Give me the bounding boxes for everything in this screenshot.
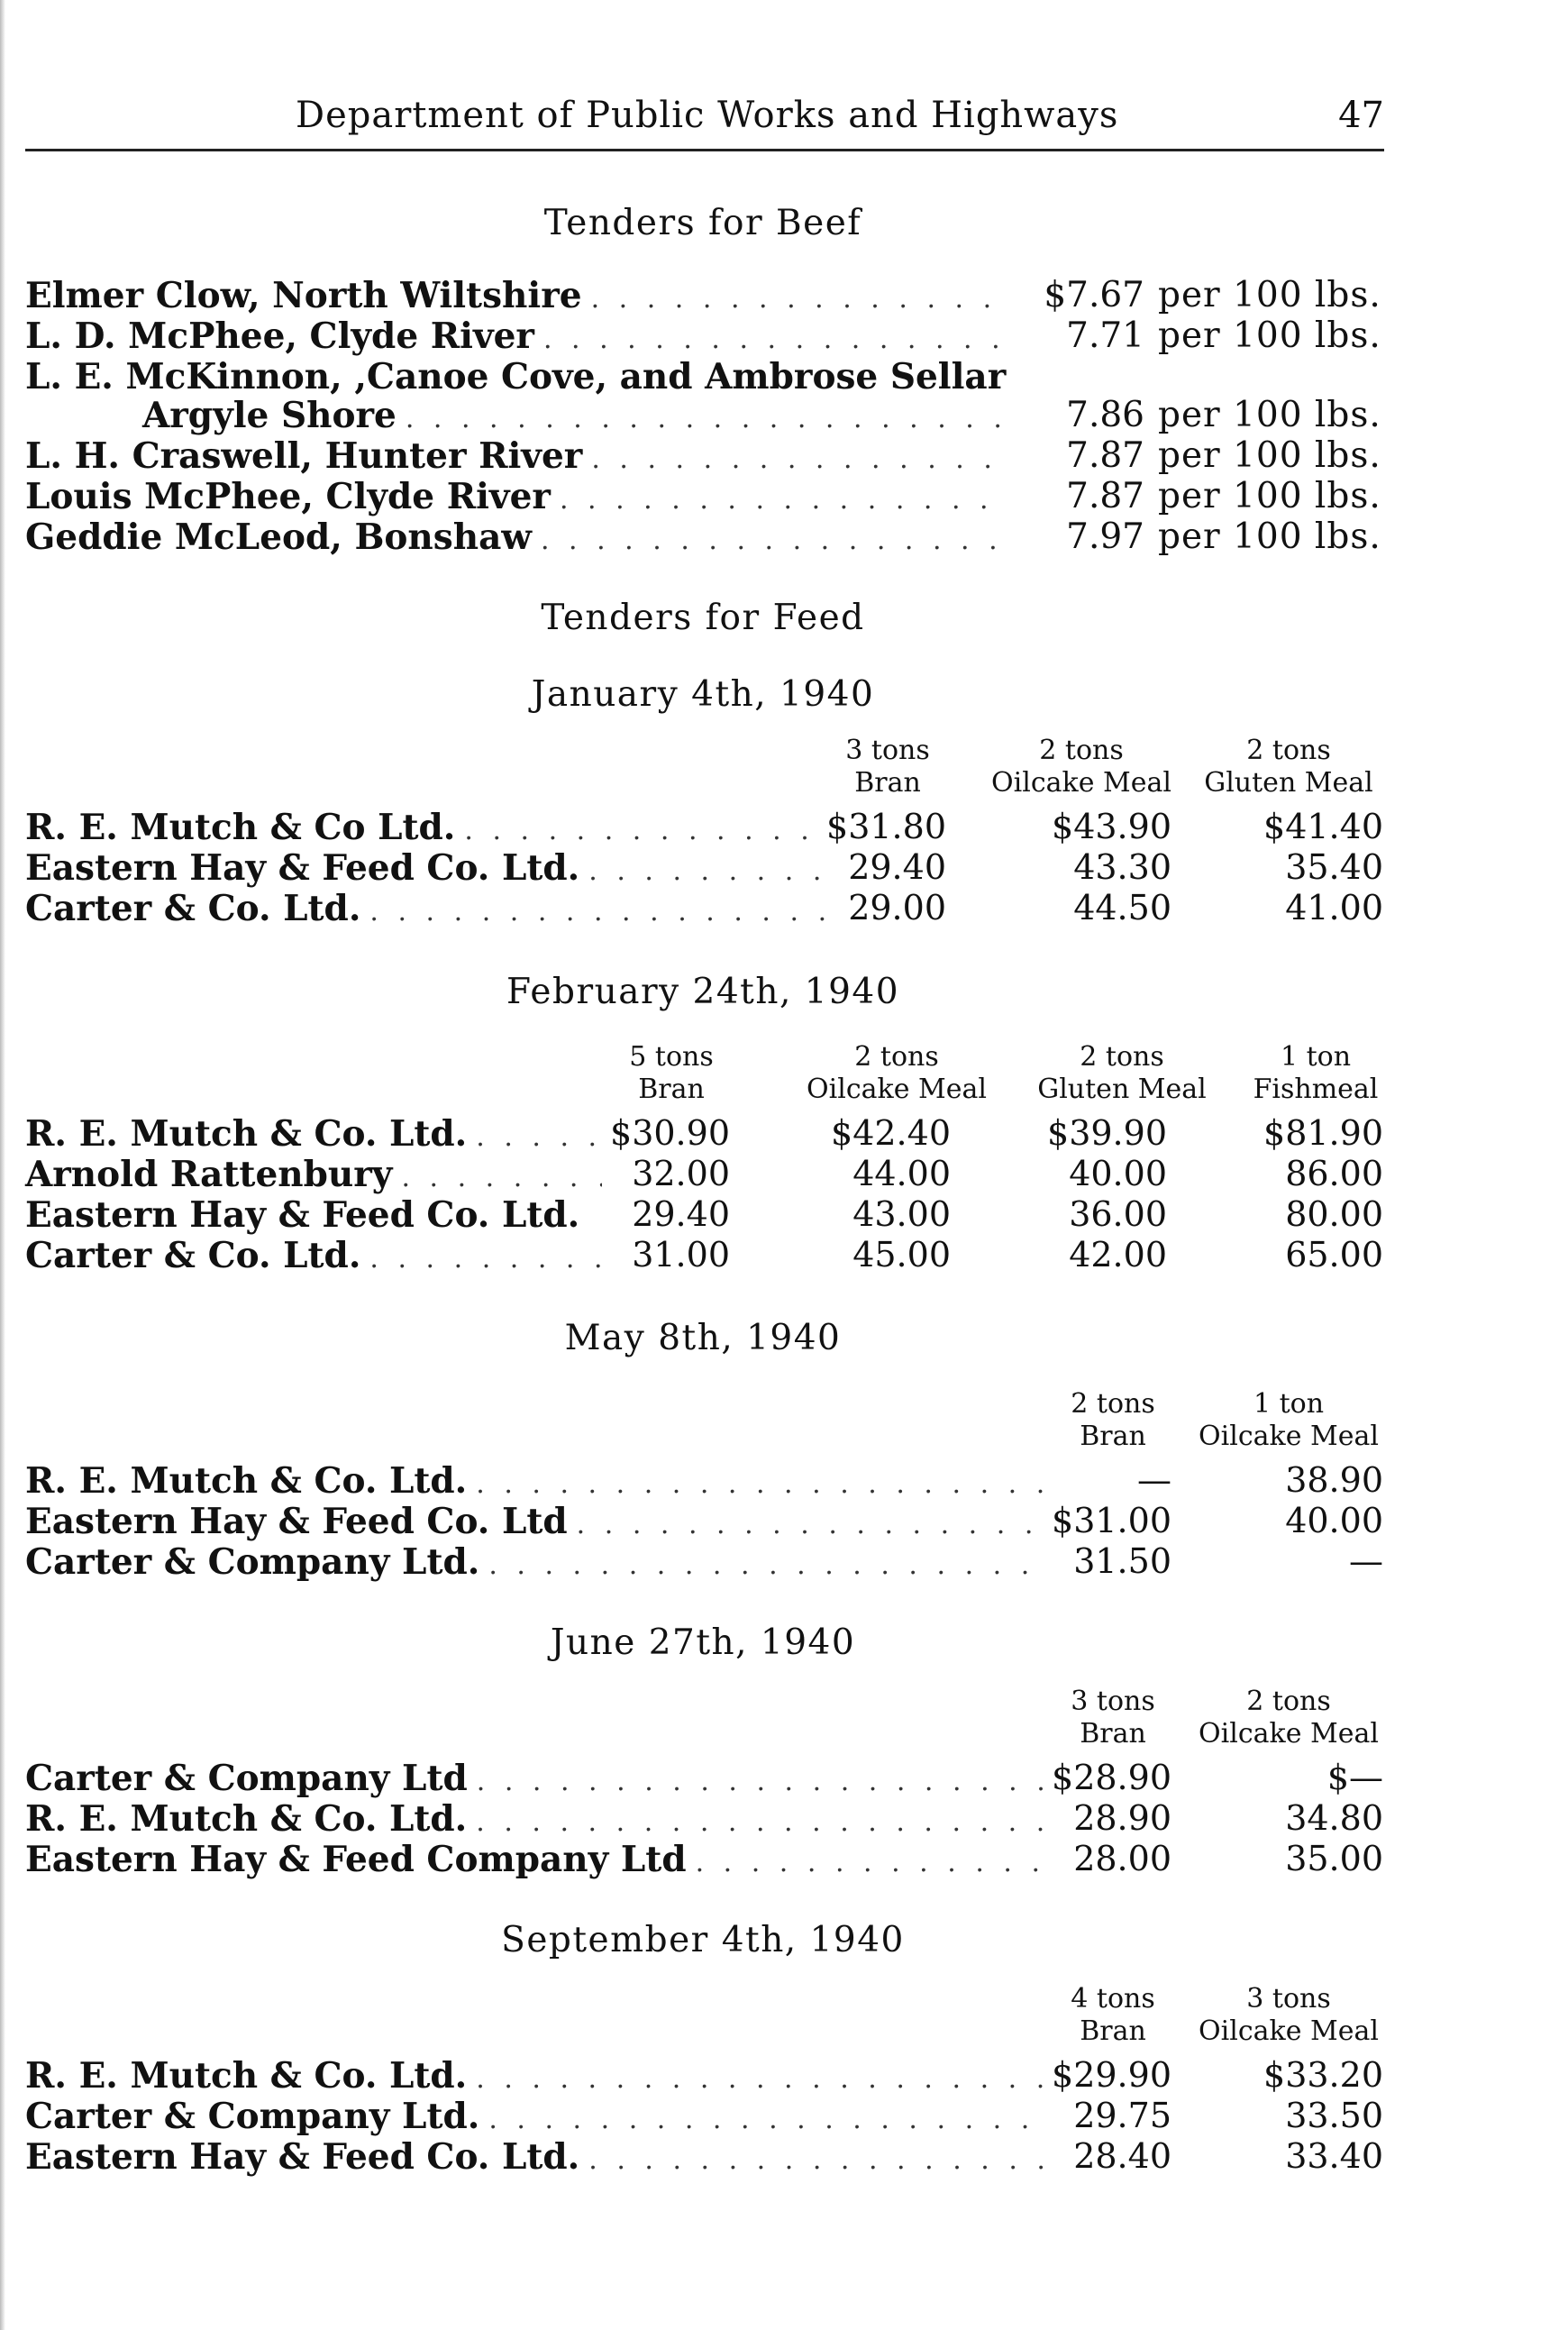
bidder-name: Carter & Co. Ltd. [25,1235,361,1276]
section-date: February 24th, 1940 [506,972,900,1012]
beef-unit: per 100 lbs. [1158,275,1381,315]
bidder-name: R. E. Mutch & Co. Ltd. [25,1460,468,1502]
beef-price: 7.87 [1066,476,1144,516]
price-cell: 65.00 [1285,1235,1383,1275]
price-cell: $31.80 [826,807,946,846]
tender-row [25,1758,1053,1797]
price-cell: $30.90 [610,1113,730,1153]
price-cell: 40.00 [1285,1501,1383,1540]
price-cell: 42.00 [1069,1235,1167,1275]
beef-row [25,476,1016,516]
tender-row [25,1541,1053,1581]
price-cell: 35.00 [1285,1839,1383,1878]
price-cell: 28.90 [1073,1798,1171,1838]
column-header: 1 ton Oilcake Meal [1199,1388,1379,1452]
bidder-name: R. E. Mutch & Co. Ltd. [25,1798,468,1840]
bidder-name: Eastern Hay & Feed Co. Ltd. [25,1194,580,1236]
column-header: 1 ton Fishmeal [1253,1041,1379,1105]
bidder-name: Carter & Company Ltd. [25,1541,480,1583]
price-cell: $81.90 [1263,1113,1383,1153]
price-cell: 28.00 [1073,1839,1171,1878]
price-cell: $— [1326,1758,1383,1797]
tender-row [25,2096,1053,2135]
tender-row [25,1460,1053,1500]
leader-dots [369,896,827,927]
leader-dots [577,1509,1044,1540]
bidder-name: Carter & Company Ltd [25,1758,468,1799]
price-cell: $41.40 [1263,807,1383,846]
price-cell: 45.00 [852,1235,951,1275]
beef-row-name: Elmer Clow, North Wiltshire [25,275,582,316]
leader-dots [488,1549,1044,1581]
price-cell: $39.90 [1047,1113,1167,1153]
header-title: Department of Public Works and Highways [296,95,1119,136]
tender-row [25,1113,611,1153]
price-cell: — [1349,1541,1383,1581]
beef-unit: per 100 lbs. [1158,516,1381,557]
price-cell: 33.50 [1285,2096,1383,2135]
tender-row [25,1798,1053,1838]
price-cell: 38.90 [1285,1460,1383,1500]
leader-dots [476,1806,1044,1838]
beef-row-continuation [25,395,1016,434]
beef-row [25,356,1053,396]
price-cell: 29.40 [848,847,946,887]
tender-row [25,1839,1053,1878]
beef-price: 7.97 [1066,516,1144,557]
tender-row [25,847,836,887]
tender-row [25,2055,1053,2095]
leader-dots [477,1766,1044,1797]
section-date: September 4th, 1940 [501,1920,905,1960]
price-cell: $28.90 [1052,1758,1171,1797]
bidder-name: Arnold Rattenbury [25,1154,393,1195]
beef-unit: per 100 lbs. [1158,395,1381,435]
beef-price: 7.87 [1066,435,1144,476]
feed-heading: Tenders for Feed [541,598,865,638]
leader-dots [543,324,1007,355]
column-header: 2 tons Bran [1071,1388,1155,1452]
column-header: 2 tons Oilcake Meal [807,1041,987,1105]
beef-row [25,516,1016,556]
price-cell: 31.50 [1073,1541,1171,1581]
bidder-name: Carter & Co. Ltd. [25,888,361,929]
page-number: 47 [1338,95,1384,136]
price-cell: 29.75 [1073,2096,1171,2135]
beef-unit: per 100 lbs. [1158,435,1381,476]
tender-row [25,888,836,927]
column-header: 5 tons Bran [629,1041,714,1105]
section-date: January 4th, 1940 [531,674,875,715]
tender-row [25,2136,1053,2176]
price-cell: 32.00 [632,1154,730,1193]
bidder-name: R. E. Mutch & Co Ltd. [25,807,456,848]
column-header: 3 tons Bran [1071,1686,1155,1750]
bidder-name: Eastern Hay & Feed Co. Ltd. [25,2136,580,2178]
price-cell: 44.50 [1073,888,1171,927]
bidder-name: R. E. Mutch & Co. Ltd. [25,2055,468,2097]
price-cell: $33.20 [1263,2055,1383,2095]
tender-row [25,1154,611,1193]
leader-dots [696,1847,1044,1878]
beef-row [25,275,1016,315]
bidder-name: Eastern Hay & Feed Company Ltd [25,1839,687,1880]
beef-row-name: Geddie McLeod, Bonshaw [25,516,532,558]
beef-row [25,315,1016,355]
beef-price: $7.67 [1044,275,1144,315]
price-cell: 43.30 [1073,847,1171,887]
tender-row [25,1194,611,1234]
bidder-name: Carter & Company Ltd. [25,2096,480,2137]
price-cell: 40.00 [1069,1154,1167,1193]
section-date: May 8th, 1940 [564,1318,842,1358]
scan-edge-shadow [0,0,5,2330]
price-cell: 34.80 [1285,1798,1383,1838]
column-header: 4 tons Bran [1071,1983,1155,2047]
tender-row [25,1501,1053,1540]
column-header: 3 tons Bran [845,735,930,799]
leader-dots [406,403,1007,434]
beef-row-name-cont: Argyle Shore [142,395,397,436]
beef-unit: per 100 lbs. [1158,315,1381,356]
column-header: 2 tons Gluten Meal [1204,735,1373,799]
beef-row-name: L. H. Craswell, Hunter River [25,435,583,477]
column-header: 2 tons Oilcake Meal [991,735,1171,799]
price-cell: 86.00 [1285,1154,1383,1193]
column-header: 2 tons Oilcake Meal [1199,1686,1379,1750]
column-header: 3 tons Oilcake Meal [1199,1983,1379,2047]
beef-price: 7.86 [1066,395,1144,435]
price-cell: $43.90 [1052,807,1171,846]
leader-dots [476,1468,1044,1500]
price-cell: 35.40 [1285,847,1383,887]
price-cell: $31.00 [1052,1501,1171,1540]
leader-dots [588,2144,1044,2176]
column-header: 2 tons Gluten Meal [1037,1041,1207,1105]
beef-row [25,435,1016,475]
price-cell: 80.00 [1285,1194,1383,1234]
tender-row [25,1235,611,1275]
beef-row-name: L. D. McPhee, Clyde River [25,315,534,357]
bidder-name: R. E. Mutch & Co. Ltd. [25,1113,468,1155]
price-cell: 43.00 [852,1194,951,1234]
running-header [25,95,1384,151]
price-cell: 29.00 [848,888,946,927]
leader-dots [591,283,1007,315]
leader-dots [369,1243,602,1275]
leader-dots [488,2104,1044,2135]
leader-dots [401,1162,602,1193]
bidder-name: Eastern Hay & Feed Co. Ltd. [25,847,580,889]
price-cell: 41.00 [1285,888,1383,927]
price-cell: $29.90 [1052,2055,1171,2095]
price-cell: 28.40 [1073,2136,1171,2176]
beef-unit: per 100 lbs. [1158,476,1381,516]
leader-dots [476,1121,602,1153]
price-cell: — [1137,1460,1171,1500]
leader-dots [476,2063,1044,2095]
price-cell: $42.40 [831,1113,951,1153]
price-cell: 31.00 [632,1235,730,1275]
section-date: June 27th, 1940 [550,1622,856,1663]
tender-row [25,807,836,846]
price-cell: 44.00 [852,1154,951,1193]
beef-row-name: L. E. McKinnon, ,Canoe Cove, and Ambrose Sellar [25,356,1007,397]
price-cell: 29.40 [632,1194,730,1234]
leader-dots [588,855,827,887]
price-cell: 33.40 [1285,2136,1383,2176]
leader-dots [560,484,1007,516]
leader-dots [541,525,1007,556]
beef-heading: Tenders for Beef [543,203,862,243]
price-cell: 36.00 [1069,1194,1167,1234]
bidder-name: Eastern Hay & Feed Co. Ltd [25,1501,568,1542]
beef-row-name: Louis McPhee, Clyde River [25,476,551,517]
beef-price: 7.71 [1066,315,1144,356]
leader-dots [591,443,1007,475]
leader-dots [464,815,827,846]
